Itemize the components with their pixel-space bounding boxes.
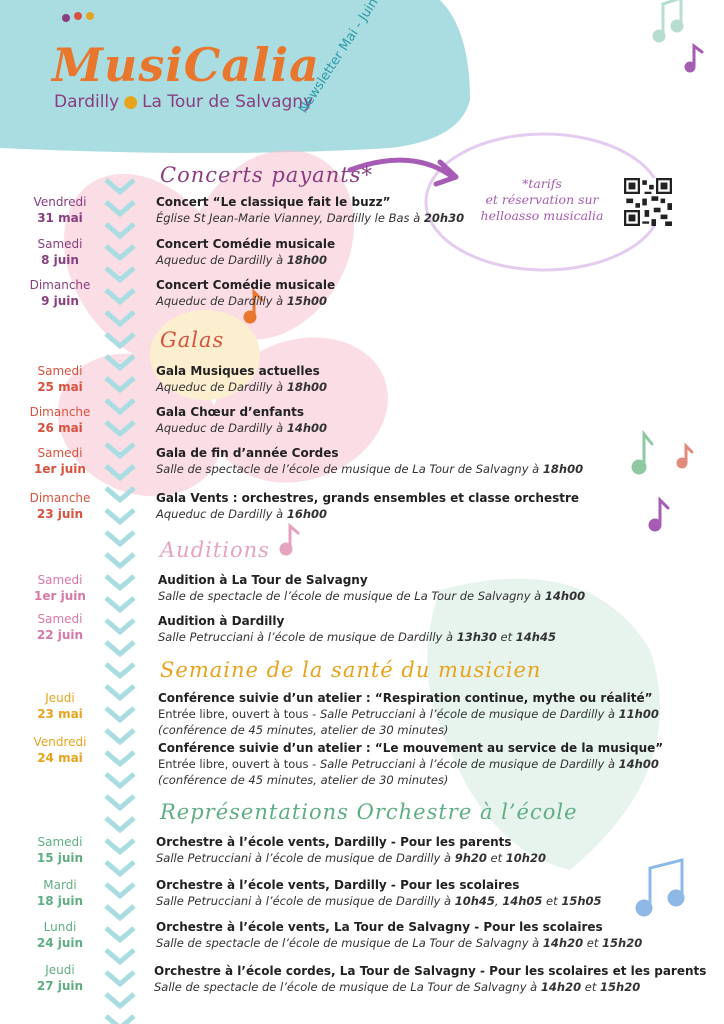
- event-details: Salle Petrucciani à l’école de musique de Dardilly à 13h30 et 14h45: [158, 630, 556, 644]
- event-details: Aqueduc de Dardilly à 16h00: [156, 507, 328, 521]
- event-title: Audition à Dardilly: [158, 614, 285, 628]
- brand-logo: MusiCalia: [52, 38, 320, 92]
- locations: [54, 92, 313, 112]
- event-item: [156, 277, 335, 309]
- event-details: Aqueduc de Dardilly à 18h00: [156, 253, 328, 267]
- pricing-line1: *tarifs: [522, 176, 562, 191]
- event-details: Salle de spectacle de l’école de musique de La Tour de Salvagny à 14h00: [158, 589, 586, 603]
- event-date: Samedi 1er juin: [34, 573, 86, 603]
- event-item: [156, 877, 602, 909]
- pricing-note: [468, 176, 616, 224]
- event-title: Concert Comédie musicale: [156, 237, 336, 251]
- pricing-line3: helloasso musicalia: [480, 208, 604, 223]
- event-item: [156, 490, 579, 522]
- event-date: Samedi 1er juin: [34, 446, 86, 476]
- qr-code-icon[interactable]: [624, 178, 672, 226]
- event-date: Samedi 22 juin: [36, 612, 84, 642]
- event-title: Orchestre à l’école cordes, La Tour de Salvagny - Pour les scolaires et les parents: [154, 964, 707, 978]
- event-title: Orchestre à l’école vents, La Tour de Salvagny - Pour les scolaires: [156, 920, 603, 934]
- event-details: Entrée libre, ouvert à tous - Salle Petrucciani à l’école de musique de Dardilly à 11h00: [158, 707, 659, 721]
- event-date: Dimanche 26 mai: [29, 405, 91, 435]
- event-title: Gala de fin d’année Cordes: [156, 446, 339, 460]
- event-details: Aqueduc de Dardilly à 14h00: [156, 421, 328, 435]
- event-item: [156, 194, 464, 226]
- event-title: Orchestre à l’école vents, Dardilly - Pour les scolaires: [156, 878, 520, 892]
- event-details: Salle de spectacle de l’école de musique de La Tour de Salvagny à 18h00: [156, 462, 584, 476]
- event-item: [156, 236, 335, 268]
- event-item: [156, 404, 327, 436]
- separator-dot: ●: [123, 92, 139, 112]
- event-item: [158, 572, 585, 604]
- event-details: Entrée libre, ouvert à tous - Salle Petrucciani à l’école de musique de Dardilly à 14h00: [158, 757, 659, 771]
- event-date: Lundi 24 juin: [36, 920, 84, 950]
- event-date: Samedi 25 mai: [37, 364, 83, 394]
- event-title: Gala Chœur d’enfants: [156, 405, 305, 419]
- event-details: Salle de spectacle de l’école de musique de La Tour de Salvagny à 14h20 et 15h20: [154, 980, 641, 994]
- event-date: Vendredi 31 mai: [33, 195, 87, 225]
- event-item: [154, 963, 706, 995]
- section-title-sante: Semaine de la santé du musicien: [160, 658, 542, 682]
- section-title-orchestre: Représentations Orchestre à l’école: [160, 800, 578, 824]
- event-title: Gala Vents : orchestres, grands ensembles et classe orchestre: [156, 491, 580, 505]
- event-date: Dimanche 23 juin: [29, 491, 91, 521]
- event-details: Aqueduc de Dardilly à 18h00: [156, 380, 328, 394]
- event-details: Aqueduc de Dardilly à 15h00: [156, 294, 328, 308]
- event-title: Concert “Le classique fait le buzz”: [156, 195, 391, 209]
- event-title: Concert Comédie musicale: [156, 278, 336, 292]
- event-details: Salle Petrucciani à l’école de musique de Dardilly à 9h20 et 10h20: [156, 851, 546, 865]
- location-dardilly: Dardilly: [54, 92, 120, 112]
- section-title-concerts: Concerts payants*: [160, 163, 373, 187]
- event-details: Salle de spectacle de l’école de musique de La Tour de Salvagny à 14h20 et 15h20: [156, 936, 643, 950]
- location-tour-de-salvagny: La Tour de Salvagny: [142, 92, 314, 112]
- event-extra: (conférence de 45 minutes, atelier de 30 minutes): [158, 773, 449, 787]
- event-date: Samedi 15 juin: [36, 835, 84, 865]
- event-title: Orchestre à l’école vents, Dardilly - Pour les parents: [156, 835, 512, 849]
- event-title: Conférence suivie d’un atelier : “Le mouvement au service de la musique”: [158, 741, 664, 755]
- event-item: [156, 919, 642, 951]
- event-details: Salle Petrucciani à l’école de musique de Dardilly à 10h45, 14h05 et 15h05: [156, 894, 602, 908]
- event-date: Vendredi 24 mai: [33, 735, 87, 765]
- event-item: [156, 363, 327, 395]
- event-item: [156, 834, 546, 866]
- event-item: [156, 445, 583, 477]
- event-item: [158, 690, 659, 738]
- event-date: Dimanche 9 juin: [29, 278, 91, 308]
- pricing-line2: et réservation sur: [485, 192, 599, 207]
- event-details: Église St Jean-Marie Vianney, Dardilly le Bas à 20h30: [156, 211, 465, 225]
- event-extra: (conférence de 45 minutes, atelier de 30 minutes): [158, 723, 449, 737]
- event-item: [158, 613, 556, 645]
- event-title: Audition à La Tour de Salvagny: [158, 573, 368, 587]
- event-date: Mardi 18 juin: [36, 878, 84, 908]
- event-date: Jeudi 27 juin: [36, 963, 84, 993]
- event-title: Conférence suivie d’un atelier : “Respiration continue, mythe ou réalité”: [158, 691, 653, 705]
- section-title-auditions: Auditions: [160, 538, 270, 562]
- section-title-galas: Galas: [160, 328, 225, 352]
- event-date: Samedi 8 juin: [37, 237, 83, 267]
- event-date: Jeudi 23 mai: [37, 691, 83, 721]
- event-item: [158, 740, 663, 788]
- event-title: Gala Musiques actuelles: [156, 364, 320, 378]
